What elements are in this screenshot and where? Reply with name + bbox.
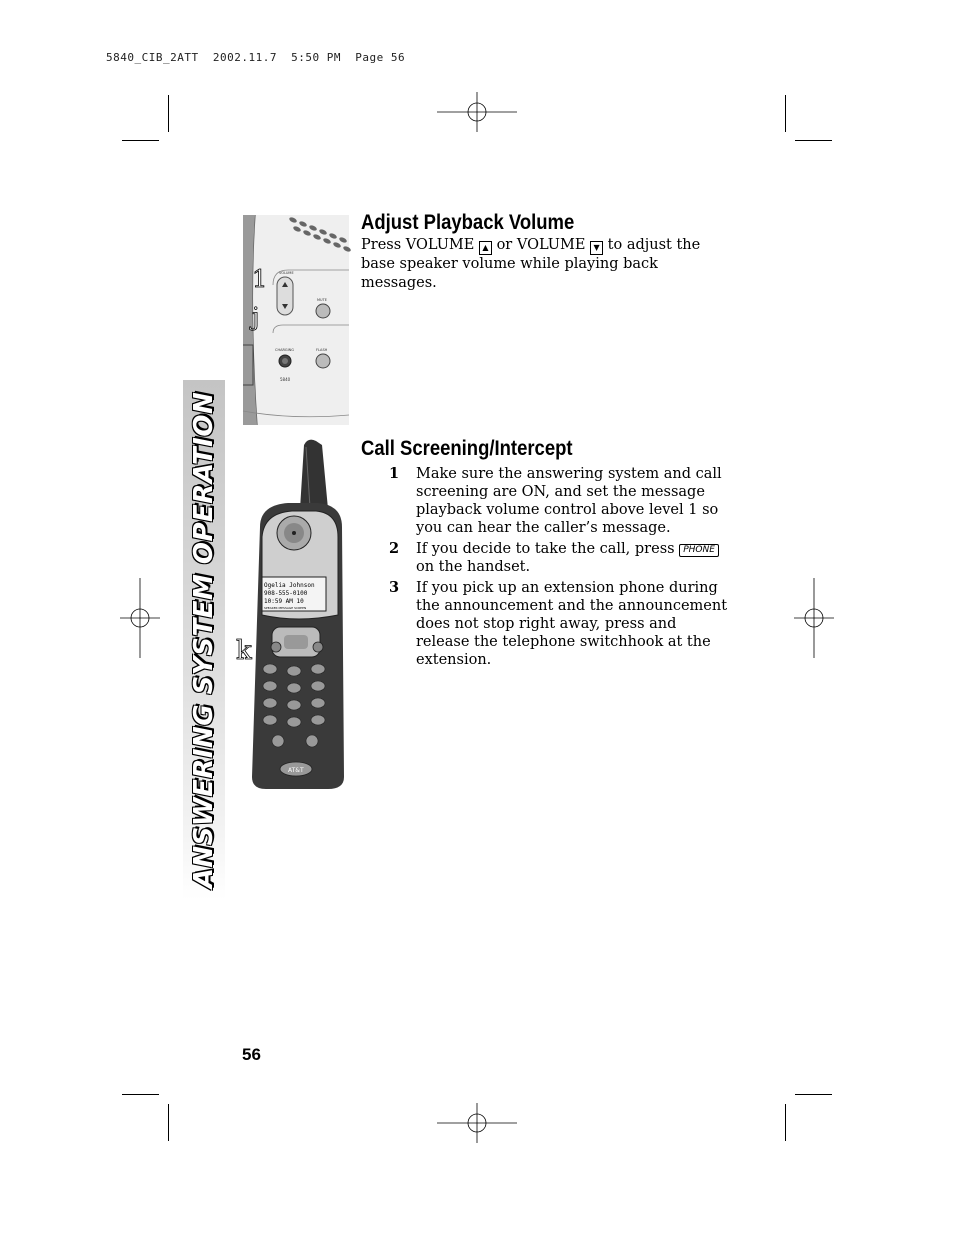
list-item	[389, 540, 734, 576]
step-number: 2	[389, 540, 400, 557]
callout-1: 1	[252, 265, 268, 293]
registration-mark-left	[120, 578, 160, 658]
screen-line-3: 10:59 AM 10	[264, 598, 304, 605]
registration-mark-bottom	[437, 1103, 517, 1143]
printer-slug: 5840_CIB_2ATT 2002.11.7 5:50 PM Page 56	[106, 51, 406, 64]
step-text: If you pick up an extension phone during the announcement and the announcement does not stop right away, press and release the telephone switchhook at the extension.	[416, 580, 728, 668]
section-title-screening: Call Screening/Intercept	[361, 437, 573, 460]
callout-k: k	[236, 636, 252, 666]
att-logo: AT&T	[288, 767, 304, 774]
volume-down-key-icon: ▼	[590, 241, 603, 255]
base-unit-illustration	[243, 215, 349, 425]
screen-line-1: Ogelia Johnson	[264, 582, 315, 589]
screen-line-2: 908-555-0100	[264, 590, 308, 597]
step-text: If you decide to take the call, press PHONE on the handset.	[416, 541, 719, 575]
sidebar-title: ANSWERING SYSTEM OPERATION	[189, 391, 219, 889]
phone-key-icon: PHONE	[679, 544, 719, 557]
registration-mark-top	[437, 92, 517, 132]
step-number: 3	[389, 579, 400, 596]
page-number: 56	[242, 1045, 261, 1064]
callout-j: j	[252, 303, 260, 331]
mute-label: MUTE	[317, 298, 327, 302]
registration-mark-right	[794, 578, 834, 658]
playback-instructions: Press VOLUME ▲ or VOLUME ▼ to adjust the base speaker volume while playing back messages.	[361, 237, 701, 291]
model-label: 5840	[280, 377, 291, 382]
volume-label: VOLUME	[279, 271, 294, 275]
list-item	[389, 465, 734, 537]
volume-up-key-icon: ▲	[479, 241, 492, 255]
screen-line-4: SPEAKER MESSAGE SCREEN	[264, 606, 307, 610]
section-title-playback: Adjust Playback Volume	[361, 211, 575, 234]
flash-label: FLASH	[316, 348, 328, 352]
charging-label: CHARGING	[275, 348, 294, 352]
list-item	[389, 579, 734, 669]
step-number: 1	[389, 465, 400, 482]
step-text: Make sure the answering system and call screening are ON, and set the message playback volume control above level 1 so you can hear the caller’s message.	[416, 466, 722, 536]
screening-steps	[389, 465, 734, 672]
handset-illustration	[236, 437, 348, 789]
